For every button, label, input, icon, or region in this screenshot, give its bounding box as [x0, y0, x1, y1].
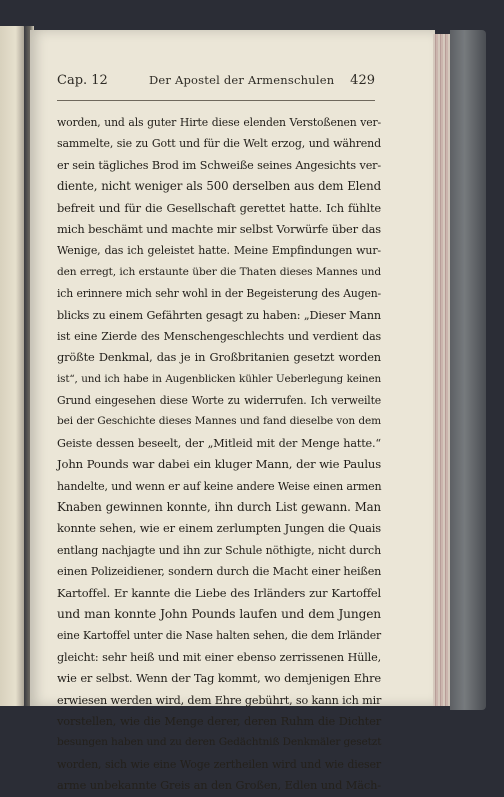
chapter-label: Cap. 12	[57, 73, 108, 88]
text-line: wie er selbst. Wenn der Tag kommt, wo demjenigen Ehre	[57, 671, 381, 686]
text-line: größte Denkmal, das je in Großbritanien gesetzt worden	[57, 350, 381, 365]
text-line: entlang nachjagte und ihn zur Schule nöthigte, nicht durch	[57, 543, 381, 557]
text-line: mich beschämt und machte mir selbst Vorwürfe über das	[57, 221, 381, 236]
text-line: eine Kartoffel unter die Nase halten sehen, die dem Irländer	[57, 629, 381, 643]
running-header	[57, 73, 375, 95]
page-number: 429	[350, 73, 375, 88]
text-line: vorstellen, wie die Menge derer, deren Ruhm die Dichter	[57, 713, 381, 728]
text-line: besungen haben und zu deren Gedächtniß Denkmäler gesetzt	[57, 736, 382, 749]
text-line: ich erinnere mich sehr wohl in der Begeisterung des Augen-	[57, 287, 381, 301]
text-line: befreit und für die Gesellschaft gerettet hatte. Ich fühlte	[57, 200, 381, 215]
text-line: Geiste dessen beseelt, der „Mitleid mit der Menge hatte.“	[57, 436, 381, 450]
text-line: und man konnte John Pounds laufen und dem Jungen	[57, 606, 381, 621]
text-line: konnte sehen, wie er einem zerlumpten Jungen die Quais	[57, 521, 381, 536]
text-line: John Pounds war dabei ein kluger Mann, der wie Paulus	[57, 457, 381, 472]
text-line: handelte, und wenn er auf keine andere Weise einen armen	[57, 479, 382, 493]
text-line: gleicht: sehr heiß und mit einer ebenso zerrissenen Hülle,	[57, 650, 381, 664]
body-text	[57, 112, 381, 797]
text-line: Knaben gewinnen konnte, ihn durch List gewann. Man	[57, 500, 381, 515]
text-line: erwiesen werden wird, dem Ehre gebührt, so kann ich mir	[57, 693, 382, 707]
text-line: arme unbekannte Greis an den Großen, Edlen und Mäch-	[57, 778, 381, 793]
text-line: sammelte, sie zu Gott und für die Welt erzog, und während	[57, 137, 381, 151]
text-line: worden, und als guter Hirte diese elenden Verstoßenen ver-	[57, 116, 381, 129]
text-line: ist eine Zierde des Menschengeschlechts und verdient das	[57, 329, 381, 343]
text-line: einen Polizeidiener, sondern durch die Macht einer heißen	[57, 565, 382, 579]
text-line: blicks zu einem Gefährten gesagt zu haben: „Dieser Mann	[57, 308, 381, 322]
text-line: bei der Geschichte dieses Mannes und fand dieselbe von dem	[57, 415, 381, 428]
text-line: worden, sich wie eine Woge zertheilen wird und wie dieser	[57, 757, 381, 771]
text-line: diente, nicht weniger als 500 derselben aus dem Elend	[57, 179, 381, 194]
facing-page-edge	[0, 26, 26, 706]
text-line: den erregt, ich erstaunte über die Thaten dieses Mannes und	[57, 265, 381, 278]
header-rule	[57, 100, 375, 101]
page-block-edges	[433, 34, 451, 706]
running-title: Der Apostel der Armenschulen	[149, 73, 335, 87]
text-line: Grund eingesehen diese Worte zu widerrufen. Ich verweilte	[57, 394, 381, 408]
text-line: ist“, und ich habe in Augenblicken kühler Ueberlegung keinen	[57, 372, 381, 385]
book-cover-edge	[450, 30, 486, 710]
text-line: Wenige, das ich geleistet hatte. Meine Empfindungen wur-	[57, 244, 381, 258]
text-line: Kartoffel. Er kannte die Liebe des Irländers zur Kartoffel	[57, 585, 381, 600]
text-line: er sein tägliches Brod im Schweiße seines Angesichts ver-	[57, 158, 381, 172]
